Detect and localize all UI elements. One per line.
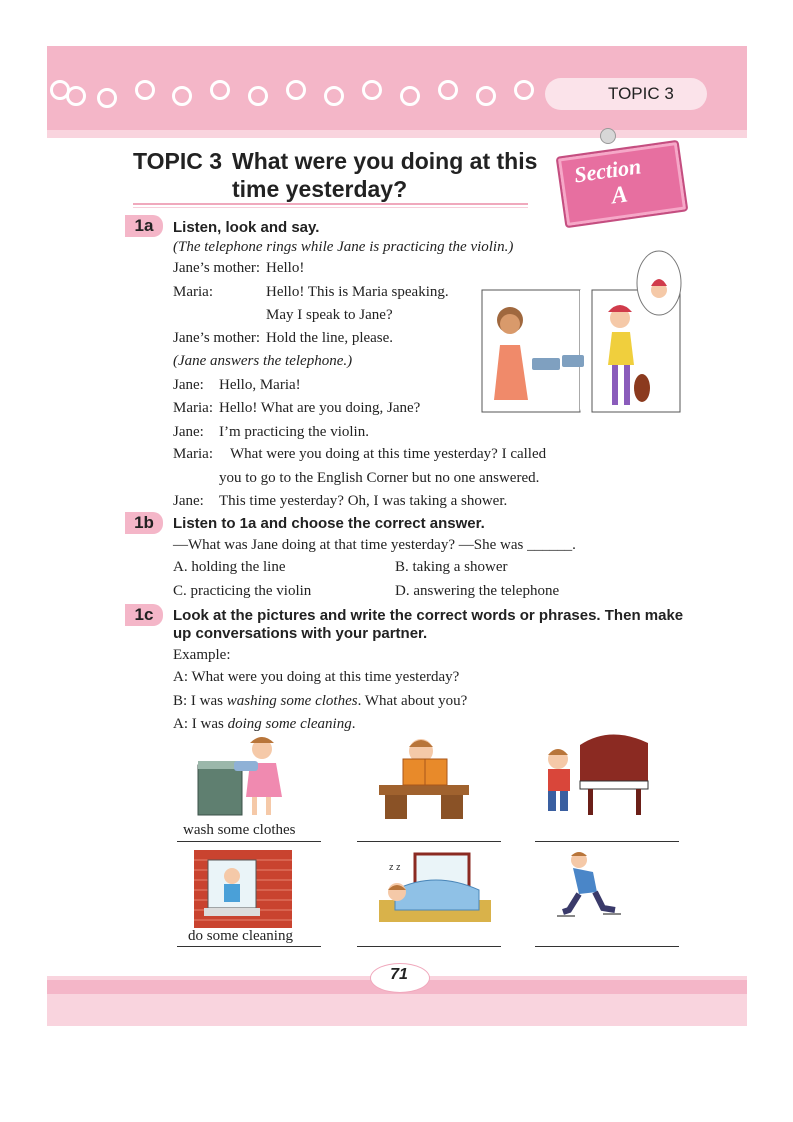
ring-icon — [172, 86, 192, 106]
skating-picture — [555, 850, 625, 925]
example-a1: A: What were you doing at this time yesterday? — [173, 669, 460, 685]
ring-icon — [97, 88, 117, 108]
pin-icon — [600, 128, 616, 144]
ring-icon — [476, 86, 496, 106]
example-a2-phrase: doing some cleaning — [227, 716, 352, 732]
dialogue-line: Hello! This is Maria speaking. — [266, 284, 449, 300]
heading-1c-line2: up conversations with your partner. — [173, 625, 428, 642]
answer-line — [177, 841, 321, 842]
dialogue-speaker: Maria: — [173, 284, 213, 300]
ring-icon — [362, 80, 382, 100]
dialogue-line: I’m practicing the violin. — [219, 424, 369, 440]
heading-1b: Listen to 1a and choose the correct answer. — [173, 515, 485, 532]
dialogue-speaker: Jane: — [173, 377, 204, 393]
page-number: 71 — [390, 966, 408, 983]
dialogue-speaker: Jane: — [173, 424, 204, 440]
heading-1a: Listen, look and say. — [173, 219, 320, 236]
example-b-phrase: washing some clothes — [226, 693, 358, 709]
dialogue-speaker: Jane’s mother: — [173, 260, 261, 276]
svg-text:z z: z z — [389, 862, 401, 872]
dialogue-line: you to go to the English Corner but no one answered. — [219, 470, 540, 486]
dialogue-line: Hello! — [266, 260, 305, 276]
answer-line — [357, 946, 501, 947]
answer-line — [535, 841, 679, 842]
answer-line — [535, 946, 679, 947]
ring-icon — [210, 80, 230, 100]
playing-piano-picture — [540, 725, 655, 820]
dialogue-line: Hello, Maria! — [219, 377, 301, 393]
badge-1a: 1a — [125, 215, 163, 237]
cleaning-window-picture — [194, 850, 292, 928]
topic-label: TOPIC 3 — [545, 78, 707, 110]
dialogue-line: (Jane answers the telephone.) — [173, 353, 353, 369]
ring-icon — [514, 80, 534, 100]
page-title — [133, 147, 537, 203]
section-tag-word: Section — [572, 153, 643, 188]
answer-line — [177, 946, 321, 947]
ring-icon — [438, 80, 458, 100]
ring-icon — [400, 86, 420, 106]
section-tag-letter: A — [609, 181, 630, 210]
answer-line — [357, 841, 501, 842]
dialogue-speaker: Jane: — [173, 493, 204, 509]
dialogue-line: Hold the line, please. — [266, 330, 394, 346]
dialogue-line: May I speak to Jane? — [266, 307, 393, 323]
option-c: C. practicing the violin — [173, 583, 312, 599]
ring-icon — [324, 86, 344, 106]
example-label: Example: — [173, 647, 231, 663]
dialogue-line: What were you doing at this time yesterday? I called — [230, 446, 547, 462]
sleeping-picture — [375, 850, 495, 930]
dialogue-speaker: Maria: — [173, 400, 213, 416]
ring-icon — [66, 86, 86, 106]
caption-1: wash some clothes — [183, 822, 296, 838]
title-topic-number: TOPIC 3 — [133, 148, 223, 174]
option-d: D. answering the telephone — [395, 583, 560, 599]
example-a2 — [173, 716, 355, 733]
example-b-prefix: B: I was — [173, 693, 227, 709]
header-band-strip — [47, 130, 747, 138]
dialogue-speaker: Maria: — [173, 446, 213, 462]
title-divider — [133, 203, 528, 205]
dialogue-line: This time yesterday? Oh, I was taking a shower. — [219, 493, 508, 509]
ring-icon — [248, 86, 268, 106]
dialogue-speaker: Jane’s mother: — [173, 330, 261, 346]
phone-call-illustration — [480, 250, 685, 415]
badge-1b: 1b — [125, 512, 163, 534]
badge-1c: 1c — [125, 604, 163, 626]
option-b: B. taking a shower — [395, 559, 508, 575]
example-a2-suffix: . — [351, 716, 356, 732]
ring-icon — [135, 80, 155, 100]
heading-1c-line1: Look at the pictures and write the correct words or phrases. Then make — [173, 607, 684, 624]
title-question-line1: What were you doing at this — [232, 148, 538, 174]
ring-icon — [286, 80, 306, 100]
option-a: A. holding the line — [173, 559, 286, 575]
title-question-line2: time yesterday? — [232, 176, 408, 202]
reading-book-picture — [375, 735, 475, 820]
example-b — [173, 693, 467, 710]
question-1b: —What was Jane doing at that time yesterday? —She was ______. — [173, 537, 576, 553]
dialogue-line: Hello! What are you doing, Jane? — [219, 400, 421, 416]
section-tag — [556, 140, 689, 229]
title-divider-thin — [133, 207, 528, 208]
washing-clothes-picture — [190, 735, 295, 820]
example-b-suffix: . What about you? — [357, 693, 468, 709]
example-a2-prefix: A: I was — [173, 716, 228, 732]
dialogue-line: (The telephone rings while Jane is practicing the violin.) — [173, 239, 514, 255]
caption-4: do some cleaning — [188, 928, 293, 944]
